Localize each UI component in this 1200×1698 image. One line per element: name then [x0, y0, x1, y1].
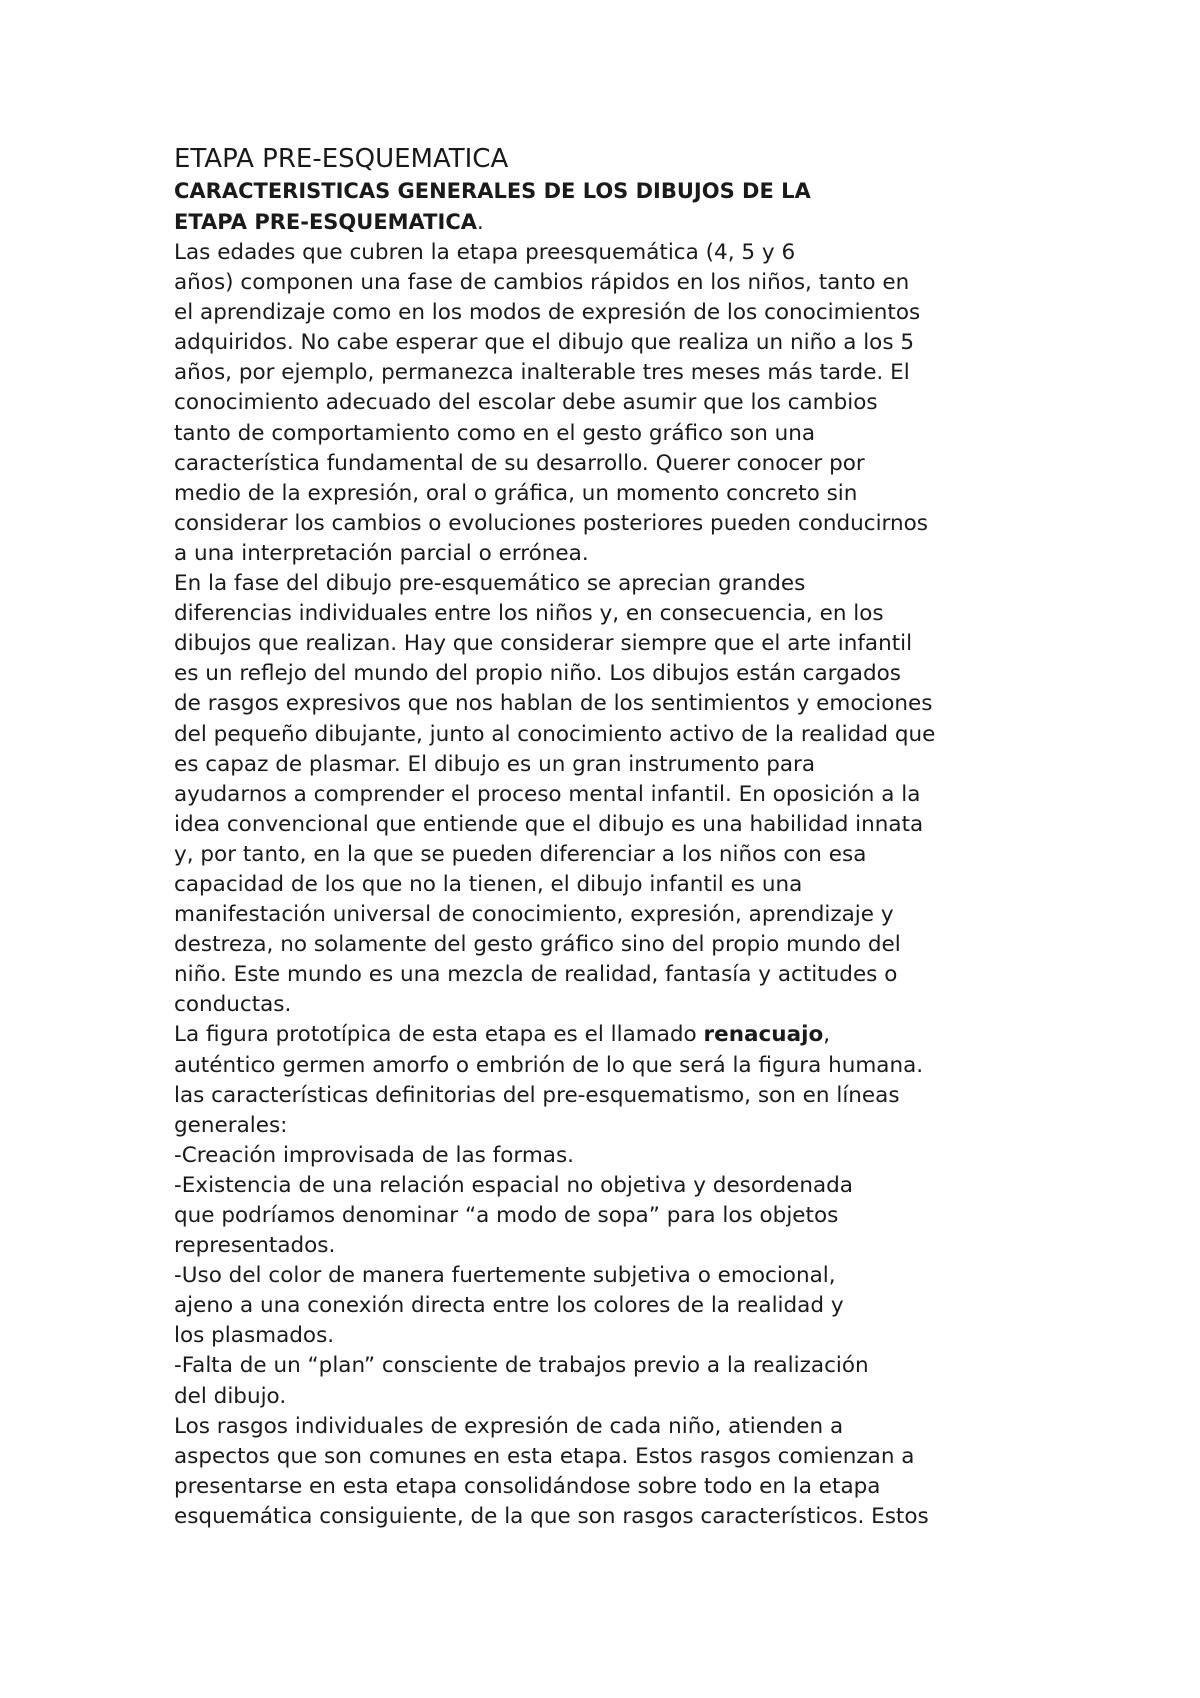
body-line: esquemática consiguiente, de la que son rasgos característicos. Estos [174, 1503, 929, 1529]
body-line: ayudarnos a comprender el proceso mental infantil. En oposición a la [174, 781, 921, 807]
body-line: En la fase del dibujo pre-esquemático se aprecian grandes [174, 571, 806, 597]
document-subtitle-line-1: CARACTERISTICAS GENERALES DE LOS DIBUJOS DE LA [174, 179, 811, 203]
body-line: Las edades que cubren la etapa preesquemática (4, 5 y 6 [174, 240, 796, 265]
body-line: generales: [174, 1112, 288, 1138]
body-line: es capaz de plasmar. El dibujo es un gran instrumento para [174, 751, 816, 777]
body-line: manifestación universal de conocimiento, expresión, aprendizaje y [174, 902, 894, 928]
body-line: diferencias individuales entre los niños y, en consecuencia, en los [174, 601, 884, 627]
body-line: años) componen una fase de cambios rápidos en los niños, tanto en [174, 270, 910, 296]
body-line: medio de la expresión, oral o gráfica, un momento concreto sin [174, 480, 858, 506]
body-line: -Uso del color de manera fuertemente subjetiva o emocional, [174, 1263, 836, 1289]
body-line: conocimiento adecuado del escolar debe asumir que los cambios [174, 390, 878, 416]
subtitle-text: ETAPA PRE-ESQUEMATICA [174, 210, 477, 234]
body-line: y, por tanto, en la que se pueden diferenciar a los niños con esa [174, 841, 867, 867]
renacuajo-bold: renacuajo [703, 1022, 824, 1048]
body-line: del pequeño dibujante, junto al conocimiento activo de la realidad que [174, 721, 936, 747]
body-line: -Existencia de una relación espacial no objetiva y desordenada [174, 1172, 853, 1198]
body-line: tanto de comportamiento como en el gesto gráfico son una [174, 420, 816, 446]
body-line: Los rasgos individuales de expresión de cada niño, atienden a [174, 1413, 844, 1439]
body-line: destreza, no solamente del gesto gráfico sino del propio mundo del [174, 932, 901, 958]
body-line: años, por ejemplo, permanezca inalterable tres meses más tarde. El [174, 360, 910, 386]
body-line: niño. Este mundo es una mezcla de realidad, fantasía y actitudes o [174, 962, 898, 988]
body-line: los plasmados. [174, 1323, 335, 1349]
document-title: ETAPA PRE-ESQUEMATICA [174, 144, 509, 174]
body-line: característica fundamental de su desarrollo. Querer conocer por [174, 450, 865, 476]
document-subtitle-line-2 [174, 207, 1174, 238]
renacuajo-after: , [823, 1022, 831, 1048]
body-line: representados. [174, 1233, 336, 1259]
renacuajo-line [174, 1020, 1174, 1050]
body-line: que podríamos denominar “a modo de sopa” para los objetos [174, 1203, 839, 1228]
body-line: las características definitorias del pre-esquematismo, son en líneas [174, 1082, 900, 1108]
body-line: el aprendizaje como en los modos de expresión de los conocimientos [174, 300, 921, 326]
body-line: -Falta de un “plan” consciente de trabajos previo a la realización [174, 1353, 869, 1379]
body-line: considerar los cambios o evoluciones posteriores pueden conducirnos [174, 510, 928, 536]
body-text-block-1 [174, 238, 1174, 1020]
body-text-block-2 [174, 1051, 1174, 1533]
body-line: de rasgos expresivos que nos hablan de los sentimientos y emociones [174, 691, 933, 717]
subtitle-period: . [476, 210, 484, 234]
body-line: del dibujo. [174, 1383, 287, 1409]
body-line: -Creación improvisada de las formas. [174, 1142, 574, 1168]
body-line: aspectos que son comunes en esta etapa. Estos rasgos comienzan a [174, 1443, 915, 1469]
body-line: ajeno a una conexión directa entre los colores de la realidad y [174, 1293, 844, 1319]
body-line: a una interpretación parcial o errónea. [174, 540, 589, 566]
body-line: capacidad de los que no la tienen, el dibujo infantil es una [174, 871, 803, 897]
body-line: auténtico germen amorfo o embrión de lo que será la figura humana. [174, 1052, 924, 1078]
body-line: conductas. [174, 992, 292, 1018]
body-line: dibujos que realizan. Hay que considerar siempre que el arte infantil [174, 631, 913, 657]
body-line: presentarse en esta etapa consolidándose sobre todo en la etapa [174, 1473, 881, 1499]
renacuajo-before: La figura prototípica de esta etapa es el llamado [174, 1022, 704, 1048]
body-line: adquiridos. No cabe esperar que el dibujo que realiza un niño a los 5 [174, 330, 915, 356]
body-line: es un reflejo del mundo del propio niño. Los dibujos están cargados [174, 661, 901, 687]
body-line: idea convencional que entiende que el dibujo es una habilidad innata [174, 811, 924, 837]
document-page [174, 142, 1174, 1532]
